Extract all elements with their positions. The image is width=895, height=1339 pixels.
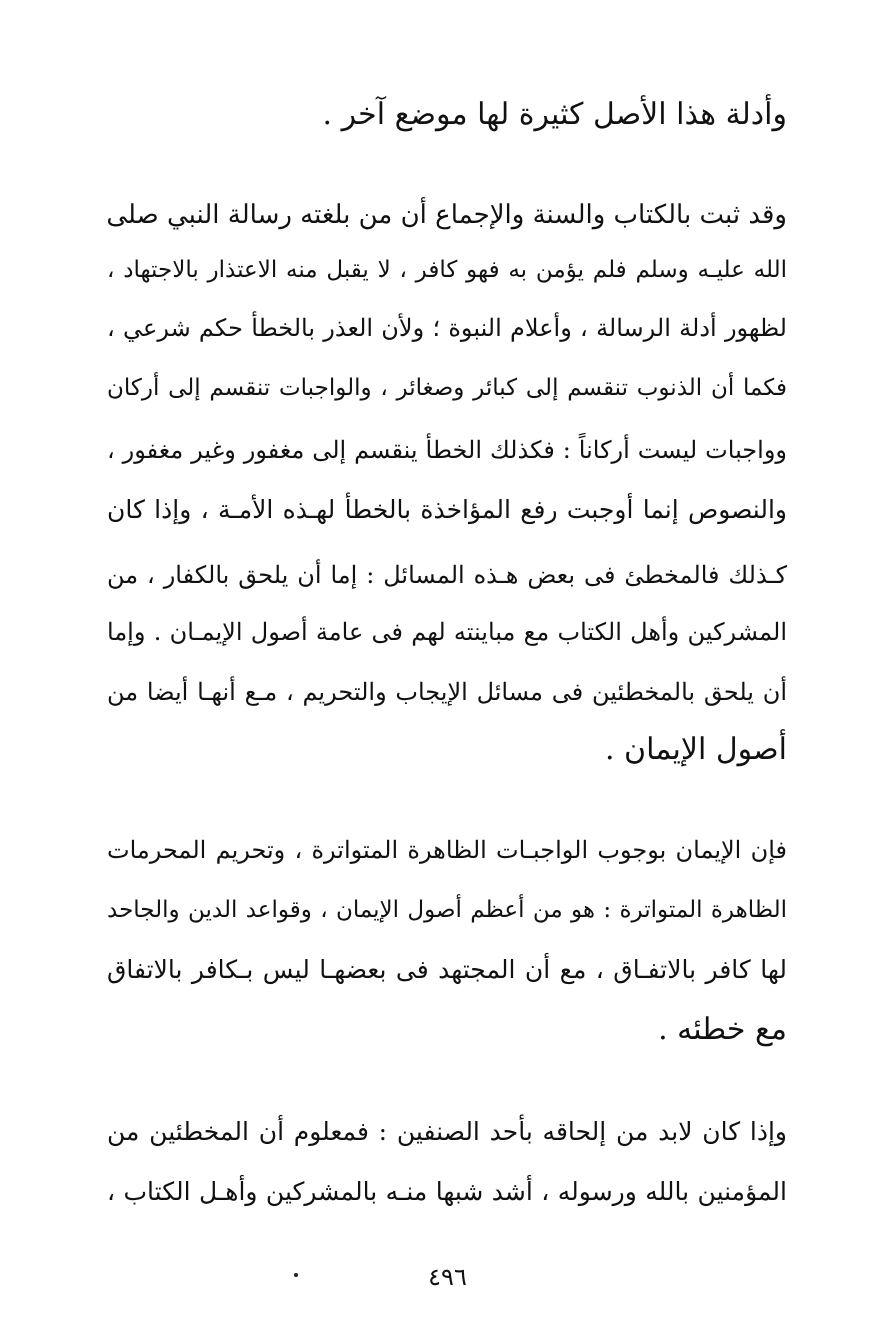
text-line: فكما أن الذنوب تنقسم إلى كبائر وصغائر ، والواجبات تنقسم إلى أركان	[107, 375, 787, 401]
text-line: وقد ثبت بالكتاب والسنة والإجماع أن من بلغته رسالة النبي صلى	[106, 200, 787, 230]
text-line: المؤمنين بالله ورسوله ، أشد شبها منـه بالمشركين وأهـل الكتاب ،	[107, 1177, 787, 1206]
text-line: فإن الإيمان بوجوب الواجبـات الظاهرة المتواترة ، وتحريم المحرمات	[107, 836, 787, 864]
text-line: أصول الإيمان .	[604, 732, 787, 767]
text-line: مع خطئه .	[658, 1012, 787, 1047]
text-line: وإذا كان لابد من إلحاقه بأحد الصنفين : فمعلوم أن المخطئين من	[107, 1117, 787, 1146]
text-line: الظاهرة المتواترة : هو من أعظم أصول الإيمان ، وقواعد الدين والجاحد	[107, 897, 787, 923]
page-number: ٤٩٦	[428, 1263, 467, 1291]
text-line: وواجبات ليست أركاناً : فكذلك الخطأ ينقسم إلى مغفور وغير مغفور ،	[107, 436, 787, 464]
text-line: لها كافر بالاتفـاق ، مع أن المجتهد فى بعضهـا ليس بـكافر بالاتفاق	[107, 955, 787, 984]
text-line: وأدلة هذا الأصل كثيرة لها موضع آخر .	[322, 97, 787, 132]
text-line: أن يلحق بالمخطئين فى مسائل الإيجاب والتحريم ، مـع أنهـا أيضا من	[107, 678, 787, 706]
text-line: الله عليـه وسلم فلم يؤمن به فهو كافر ، لا يقبل منه الاعتذار بالاجتهاد ،	[107, 257, 787, 283]
text-line: كـذلك فالمخطئ فى بعض هـذه المسائل : إما أن يلحق بالكفار ، من	[107, 561, 787, 589]
text-line: المشركين وأهل الكتاب مع مباينته لهم فى عامة أصول الإيمـان . وإما	[107, 618, 787, 646]
text-line: لظهور أدلة الرسالة ، وأعلام النبوة ؛ ولأن العذر بالخطأ حكم شرعي ،	[107, 314, 787, 342]
text-line: والنصوص إنما أوجبت رفع المؤاخذة بالخطأ لهـذه الأمـة ، وإذا كان	[107, 495, 787, 524]
